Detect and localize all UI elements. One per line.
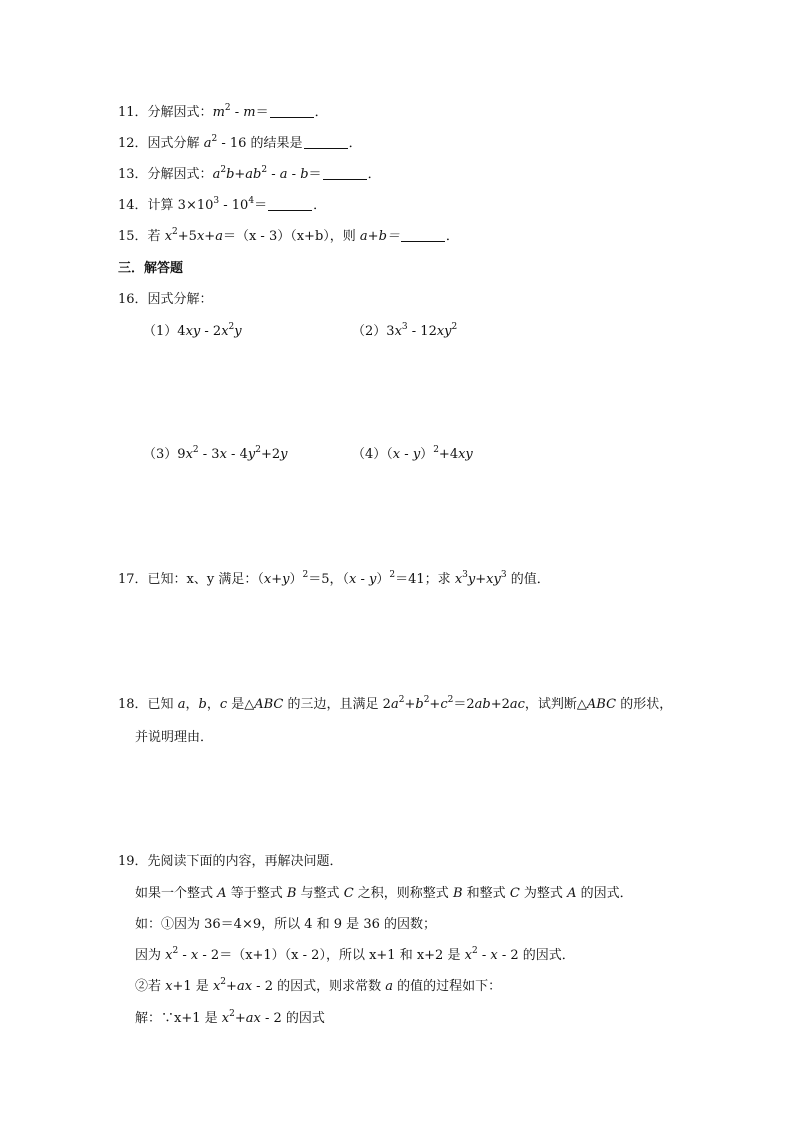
question-number: 12． bbox=[118, 136, 148, 151]
question-number: 17． bbox=[118, 572, 148, 587]
exponent: 3 bbox=[213, 196, 220, 206]
q16-part-2: $(2)3x^3 - 12xy^2$ bbox=[352, 322, 458, 339]
answer-blank[interactable] bbox=[323, 167, 367, 180]
q16-part-1: $(1)4xy - 2x^2y$ bbox=[143, 322, 242, 339]
text: 等于整式 bbox=[230, 886, 283, 901]
text: 的因式 bbox=[285, 1011, 325, 1026]
part-label: （4） bbox=[352, 447, 387, 462]
text: 之积，则称整式 bbox=[357, 886, 449, 901]
answer-blank[interactable] bbox=[401, 229, 445, 242]
question-text: 已知 bbox=[147, 697, 174, 712]
question-text-tail: 的结果是 bbox=[250, 136, 303, 151]
question-number: 13． bbox=[118, 167, 148, 182]
question-text: 若 bbox=[147, 229, 161, 244]
question-number: 15． bbox=[118, 229, 148, 244]
section-title: 三．解答题 bbox=[118, 261, 184, 276]
question-text: 分解因式： bbox=[147, 105, 213, 120]
exponent: 4 bbox=[248, 196, 255, 206]
question-16 bbox=[118, 291, 213, 309]
question-13: 13．分解因式：$a^2b+ab^2 - a - b=$ ． bbox=[118, 165, 381, 182]
part-label: （2） bbox=[352, 324, 387, 339]
answer-blank[interactable] bbox=[270, 105, 314, 118]
question-text: 分解因式： bbox=[147, 167, 213, 182]
q19-solution: 解：∵x+1 是 $x^2+ax - 2$ 的因式 bbox=[135, 1009, 325, 1026]
question-14: 14．计算 $3\times 10^3 - 10^4=$ ． bbox=[118, 196, 327, 213]
part-label: （1） bbox=[143, 324, 178, 339]
question-11: 11．分解因式：$m^2 - m=$ ． bbox=[118, 103, 328, 120]
question-text: 计算 3×10 bbox=[147, 198, 214, 213]
text: ②若 bbox=[135, 979, 162, 994]
answer-blank[interactable] bbox=[304, 136, 348, 149]
question-number: 16． bbox=[118, 292, 148, 307]
question-text-ab: a+b＝ bbox=[359, 229, 400, 244]
text: 的因式． bbox=[522, 948, 575, 963]
question-text: 的形状， bbox=[620, 697, 673, 712]
question-number: 11． bbox=[118, 105, 148, 120]
question-text: 因式分解： bbox=[147, 292, 213, 307]
question-18-line-2: 并说明理由． bbox=[135, 730, 214, 745]
question-17: 17．已知：x、y 满足：$(x+y)^2=5$，（x - y）$^2$＝41；求 $x^3y+xy^3$ 的值． bbox=[118, 570, 550, 587]
question-19 bbox=[118, 853, 343, 871]
text: 与整式 bbox=[300, 886, 340, 901]
question-text: 因式分解 bbox=[147, 136, 200, 151]
text: 解：∵x+1 是 bbox=[135, 1011, 218, 1026]
text: 的值的过程如下： bbox=[397, 979, 502, 994]
q16-part-3: $(3)9x^2 - 3x - 4y^2+2y$ bbox=[143, 445, 288, 462]
question-12: 12．因式分解 $a^2 - 16$ 的结果是 ． bbox=[118, 134, 362, 151]
question-number: 14． bbox=[118, 198, 148, 213]
text: 和整式 bbox=[466, 886, 506, 901]
text: 的因式． bbox=[580, 886, 633, 901]
question-text: ，试判断△ bbox=[524, 697, 587, 712]
q16-part-4: （4）（x - y）$^2$+4xy bbox=[352, 445, 473, 462]
question-text: 的三边，且满足 bbox=[287, 697, 379, 712]
question-text: 先阅读下面的内容，再解决问题． bbox=[147, 854, 343, 869]
q19-example-1: 如：①因为 36＝4×9，所以 4 和 9 是 36 的因数； bbox=[135, 917, 436, 932]
text: 的因式，则求常数 bbox=[277, 979, 382, 994]
text: 是 bbox=[195, 979, 209, 994]
text: 为整式 bbox=[523, 886, 563, 901]
answer-blank[interactable] bbox=[268, 198, 312, 211]
question-18-line-1: 18．已知 a，b，c 是△ABC 的三边，且满足 $2a^2+b^2+c^2=2ab+2ac$，试判断△ABC 的形状， bbox=[118, 695, 673, 712]
question-text: 是△ bbox=[231, 697, 255, 712]
q19-example-3: ②若 x+1 是 $x^2+ax - 2$ 的因式，则求常数 a 的值的过程如下： bbox=[135, 977, 502, 994]
question-text-mid: - 10 bbox=[219, 198, 249, 213]
text: 如果一个整式 bbox=[135, 886, 214, 901]
question-number: 19． bbox=[118, 854, 148, 869]
q19-example-2: 因为 $x^2 - x - 2=(x+1)(x - 2)$，所以 x+1 和 x+2 是 $x^2$ - x - 2 的因式． bbox=[135, 946, 575, 963]
part-label: （3） bbox=[143, 447, 178, 462]
question-text: 已知：x、y 满足： bbox=[147, 572, 258, 587]
question-number: 18． bbox=[118, 697, 148, 712]
text: 因为 bbox=[135, 948, 162, 963]
question-text-mid: ＝（x - 3）（x+b），则 bbox=[222, 229, 356, 244]
text: ＝（x+1）（x - 2），所以 x+1 和 x+2 是 bbox=[219, 948, 461, 963]
equals-sign: ＝ bbox=[254, 198, 268, 213]
q19-definition: 如果一个整式 A 等于整式 B 与整式 C 之积，则称整式 B 和整式 C 为整式 A 的因式． bbox=[135, 886, 633, 901]
question-15: 15．若 $x^2+5x+a=(x - 3)(x+b)$，则 a+b＝ ． bbox=[118, 227, 459, 244]
